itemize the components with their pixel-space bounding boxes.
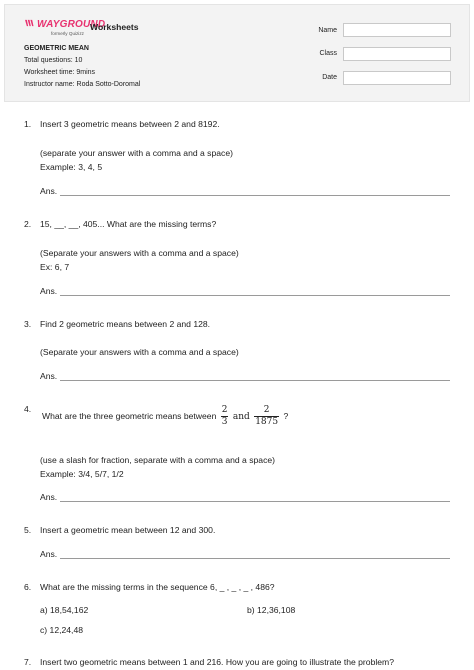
question-text: Insert a geometric mean between 12 and 300.: [40, 525, 216, 535]
answer-line[interactable]: [60, 558, 450, 559]
wayground-logo-icon: [25, 19, 34, 27]
question-number: 7.: [24, 657, 32, 667]
question-text: 15, __, __, 405... What are the missing terms?: [40, 219, 217, 229]
answer-label: Ans.: [40, 286, 58, 296]
answer-line[interactable]: [60, 195, 450, 196]
question-note: (Separate your answers with a comma and a space): [40, 248, 239, 258]
fraction-denominator: 3: [221, 417, 228, 427]
class-label: Class: [319, 50, 337, 57]
question-note: (Separate your answers with a comma and a space): [40, 347, 239, 357]
fraction-two-thirds: [221, 405, 229, 428]
section-label: Worksheets: [90, 22, 139, 32]
question-text: What are the missing terms in the sequence 6, _ , _ , _ , 486?: [40, 582, 275, 592]
fraction-two-over-1875: [254, 405, 279, 428]
and-word: and: [232, 411, 250, 422]
class-field[interactable]: [343, 47, 451, 61]
question-number: 4.: [24, 404, 32, 414]
question-number: 5.: [24, 525, 32, 535]
option-b[interactable]: b) 12,36,108: [247, 605, 296, 615]
question-number: 1.: [24, 119, 32, 129]
worksheet-title: GEOMETRIC MEAN: [24, 45, 89, 52]
answer-line[interactable]: [60, 295, 450, 296]
question-text: Find 2 geometric means between 2 and 128.: [40, 319, 211, 329]
question-number: 6.: [24, 582, 32, 592]
brand-logo: [25, 19, 106, 41]
question-mark: ?: [283, 410, 289, 421]
answer-label: Ans.: [40, 186, 58, 196]
question-text: Insert 3 geometric means between 2 and 8192.: [40, 119, 220, 129]
option-a[interactable]: a) 18,54,162: [40, 605, 89, 615]
answer-line[interactable]: [60, 380, 450, 381]
question-example: Example: 3, 4, 5: [40, 162, 103, 172]
name-field[interactable]: [343, 23, 451, 37]
total-questions: Total questions: 10: [24, 57, 83, 64]
logo-text: WAYGROUND: [37, 19, 106, 30]
question-text-with-fractions: [42, 405, 288, 428]
question-note: (use a slash for fraction, separate with a comma and a space): [40, 455, 276, 465]
date-field[interactable]: [343, 71, 451, 85]
answer-label: Ans.: [40, 371, 58, 381]
name-label: Name: [318, 27, 337, 34]
instructor-name: Instructor name: Roda Sotto-Doromal: [24, 81, 141, 88]
question-example: Ex: 6, 7: [40, 262, 70, 272]
worksheet-time: Worksheet time: 9mins: [24, 69, 96, 76]
question-text: Insert two geometric means between 1 and 216. How you are going to illustrate the problem?: [40, 657, 394, 667]
answer-label: Ans.: [40, 549, 58, 559]
question-example: Example: 3/4, 5/7, 1/2: [40, 469, 124, 479]
answer-label: Ans.: [40, 492, 58, 502]
question-number: 3.: [24, 319, 32, 329]
fraction-numerator: 2: [221, 405, 228, 415]
worksheet-header: [4, 4, 470, 102]
fraction-denominator: 1875: [255, 417, 279, 427]
question-note: (separate your answer with a comma and a space): [40, 148, 233, 158]
date-label: Date: [322, 74, 337, 81]
option-c[interactable]: c) 12,24,48: [40, 625, 83, 635]
logo-subtitle: formerly Quizizz: [51, 31, 84, 36]
question-number: 2.: [24, 219, 32, 229]
fraction-numerator: 2: [254, 405, 279, 417]
question-text: What are the three geometric means between: [42, 410, 217, 421]
answer-line[interactable]: [60, 501, 450, 502]
